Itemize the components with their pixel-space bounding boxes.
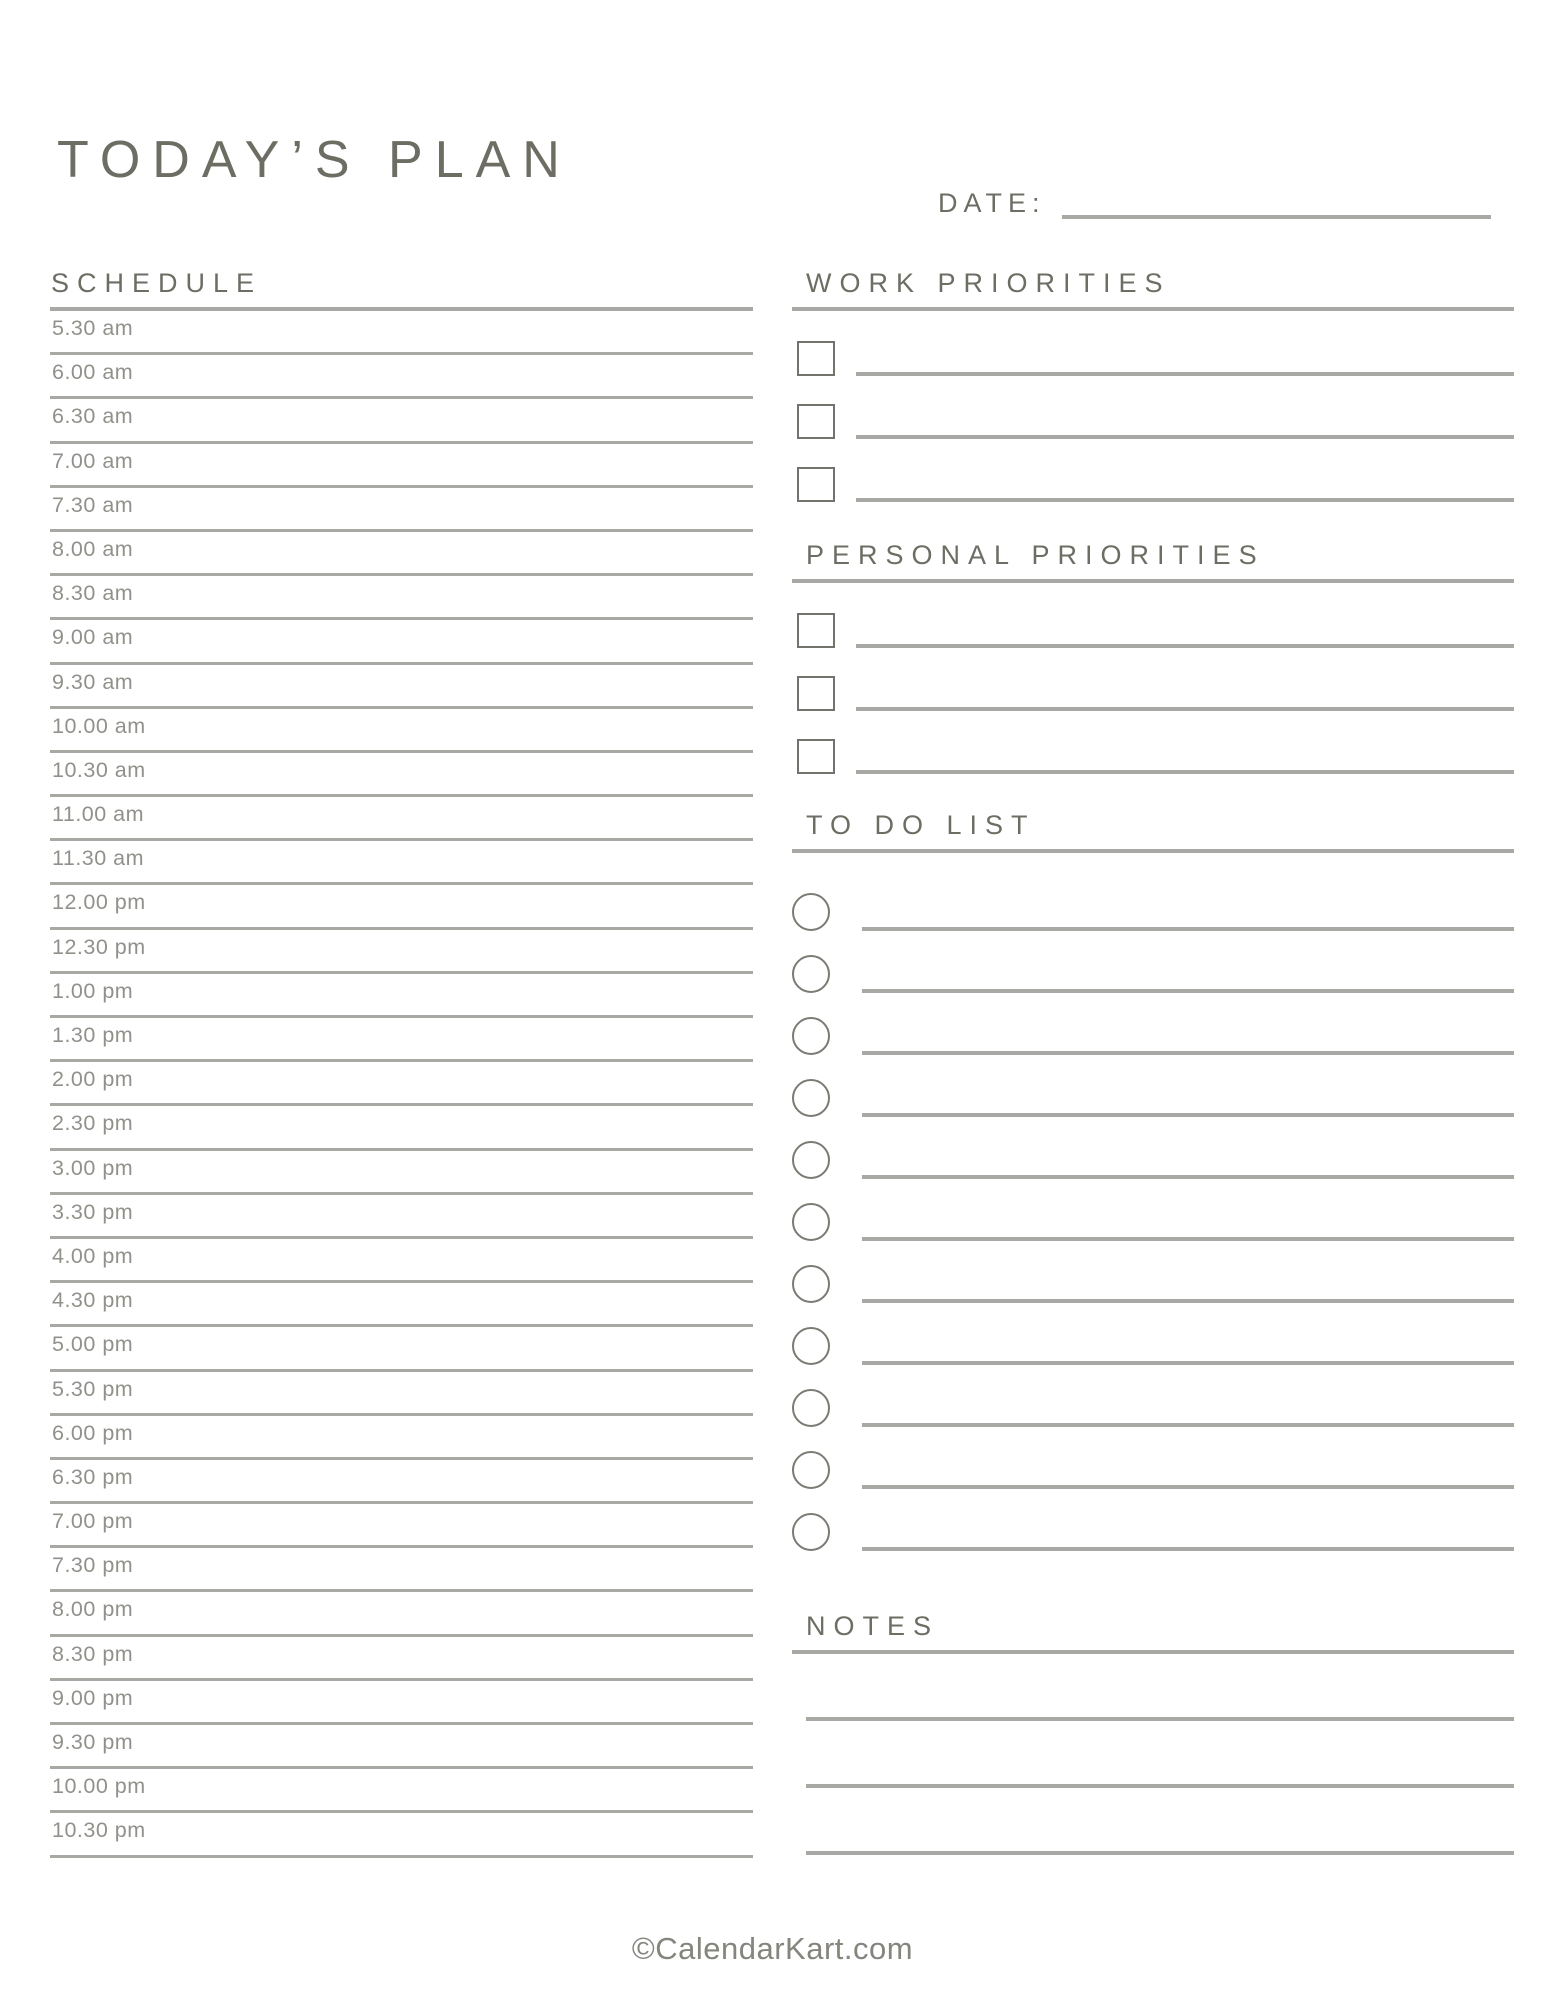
checkbox[interactable] bbox=[797, 676, 835, 711]
personal-priorities-rows bbox=[792, 611, 1514, 774]
schedule-time-label: 7.00 am bbox=[52, 448, 134, 473]
todo-circle-bullet[interactable] bbox=[792, 893, 830, 931]
schedule-row[interactable] bbox=[50, 444, 753, 488]
priority-input-line[interactable] bbox=[856, 770, 1514, 774]
priority-row bbox=[792, 465, 1514, 502]
todo-row bbox=[792, 1387, 1514, 1427]
schedule-row[interactable] bbox=[50, 1504, 753, 1548]
todo-row bbox=[792, 1449, 1514, 1489]
todo-input-line[interactable] bbox=[862, 1485, 1514, 1489]
schedule-row[interactable] bbox=[50, 885, 753, 929]
checkbox[interactable] bbox=[797, 613, 835, 648]
schedule-time-label: 9.00 pm bbox=[52, 1685, 134, 1710]
schedule-time-label: 5.00 pm bbox=[52, 1332, 134, 1357]
schedule-row[interactable] bbox=[50, 1637, 753, 1681]
todo-row bbox=[792, 1077, 1514, 1117]
schedule-time-label: 9.30 pm bbox=[52, 1730, 134, 1754]
schedule-time-label: 8.30 pm bbox=[52, 1641, 134, 1666]
schedule-time-label: 5.30 pm bbox=[52, 1376, 134, 1401]
priority-input-line[interactable] bbox=[856, 498, 1514, 502]
work-priorities-heading: WORK PRIORITIES bbox=[792, 268, 1514, 311]
schedule-row[interactable] bbox=[50, 1548, 753, 1592]
work-priorities-rows bbox=[792, 339, 1514, 502]
schedule-row[interactable] bbox=[50, 1327, 753, 1371]
schedule-row[interactable] bbox=[50, 753, 753, 797]
priority-input-line[interactable] bbox=[856, 372, 1514, 376]
schedule-section bbox=[50, 268, 753, 1858]
schedule-row[interactable] bbox=[50, 1592, 753, 1636]
schedule-time-label: 2.00 pm bbox=[52, 1067, 134, 1092]
todo-row bbox=[792, 891, 1514, 931]
schedule-row[interactable] bbox=[50, 1813, 753, 1857]
schedule-row[interactable] bbox=[50, 311, 753, 355]
date-input-line[interactable] bbox=[1062, 178, 1491, 219]
todo-rows bbox=[792, 891, 1514, 1551]
priority-row bbox=[792, 339, 1514, 376]
todo-input-line[interactable] bbox=[862, 1361, 1514, 1365]
date-label: DATE: bbox=[938, 188, 1046, 219]
todo-input-line[interactable] bbox=[862, 989, 1514, 993]
todo-circle-bullet[interactable] bbox=[792, 1079, 830, 1117]
schedule-row[interactable] bbox=[50, 1151, 753, 1195]
schedule-time-label: 3.30 pm bbox=[52, 1199, 134, 1224]
todo-circle-bullet[interactable] bbox=[792, 1017, 830, 1055]
todo-row bbox=[792, 953, 1514, 993]
schedule-time-label: 9.00 am bbox=[52, 625, 134, 650]
schedule-row[interactable] bbox=[50, 930, 753, 974]
priority-input-line[interactable] bbox=[856, 707, 1514, 711]
date-row bbox=[938, 182, 1491, 219]
schedule-row[interactable] bbox=[50, 488, 753, 532]
schedule-time-label: 8.00 pm bbox=[52, 1597, 134, 1622]
schedule-time-label: 4.00 pm bbox=[52, 1243, 134, 1268]
schedule-row[interactable] bbox=[50, 1372, 753, 1416]
priority-row bbox=[792, 611, 1514, 648]
schedule-rows bbox=[50, 311, 753, 1858]
schedule-row[interactable] bbox=[50, 797, 753, 841]
notes-input-line[interactable] bbox=[806, 1717, 1514, 1721]
schedule-time-label: 6.00 pm bbox=[52, 1420, 134, 1445]
schedule-row[interactable] bbox=[50, 974, 753, 1018]
schedule-row[interactable] bbox=[50, 1681, 753, 1725]
todo-row bbox=[792, 1325, 1514, 1365]
schedule-time-label: 7.00 pm bbox=[52, 1509, 134, 1534]
priority-row bbox=[792, 674, 1514, 711]
schedule-row[interactable] bbox=[50, 1018, 753, 1062]
todo-input-line[interactable] bbox=[862, 927, 1514, 931]
todo-input-line[interactable] bbox=[862, 1299, 1514, 1303]
schedule-row[interactable] bbox=[50, 1195, 753, 1239]
priority-input-line[interactable] bbox=[856, 644, 1514, 648]
todo-circle-bullet[interactable] bbox=[792, 1203, 830, 1241]
schedule-time-label: 8.30 am bbox=[52, 581, 134, 606]
schedule-row[interactable] bbox=[50, 1239, 753, 1283]
schedule-row[interactable] bbox=[50, 709, 753, 753]
schedule-row[interactable] bbox=[50, 1062, 753, 1106]
todo-row bbox=[792, 1263, 1514, 1303]
todo-heading: TO DO LIST bbox=[792, 810, 1514, 853]
notes-lines bbox=[792, 1717, 1514, 1855]
schedule-time-label: 2.30 pm bbox=[52, 1111, 134, 1136]
todo-row bbox=[792, 1015, 1514, 1055]
todo-input-line[interactable] bbox=[862, 1237, 1514, 1241]
schedule-row[interactable] bbox=[50, 1460, 753, 1504]
todo-circle-bullet[interactable] bbox=[792, 1327, 830, 1365]
schedule-time-label: 10.00 pm bbox=[52, 1774, 146, 1799]
schedule-row[interactable] bbox=[50, 841, 753, 885]
todo-input-line[interactable] bbox=[862, 1175, 1514, 1179]
schedule-time-label: 6.30 am bbox=[52, 404, 134, 429]
schedule-row[interactable] bbox=[50, 1416, 753, 1460]
schedule-time-label: 12.00 pm bbox=[52, 890, 146, 915]
notes-input-line[interactable] bbox=[806, 1784, 1514, 1788]
schedule-time-label: 11.30 am bbox=[52, 846, 145, 871]
schedule-row[interactable] bbox=[50, 576, 753, 620]
footer-credit: ©CalendarKart.com bbox=[631, 1931, 914, 1966]
schedule-time-label: 6.30 pm bbox=[52, 1464, 134, 1489]
todo-input-line[interactable] bbox=[862, 1547, 1514, 1551]
schedule-row[interactable] bbox=[50, 532, 753, 576]
schedule-time-label: 4.30 pm bbox=[52, 1288, 134, 1313]
todo-circle-bullet[interactable] bbox=[792, 1265, 830, 1303]
checkbox[interactable] bbox=[797, 467, 835, 502]
schedule-row[interactable] bbox=[50, 1769, 753, 1813]
schedule-time-label: 10.30 pm bbox=[52, 1818, 146, 1843]
todo-circle-bullet[interactable] bbox=[792, 955, 830, 993]
checkbox[interactable] bbox=[797, 404, 835, 439]
schedule-row[interactable] bbox=[50, 355, 753, 399]
todo-input-line[interactable] bbox=[862, 1051, 1514, 1055]
priority-row bbox=[792, 402, 1514, 439]
schedule-row[interactable] bbox=[50, 1106, 753, 1150]
schedule-row[interactable] bbox=[50, 399, 753, 443]
schedule-time-label: 7.30 am bbox=[52, 492, 134, 517]
page-title: TODAY’S PLAN bbox=[57, 131, 572, 189]
schedule-time-label: 7.30 pm bbox=[52, 1553, 134, 1578]
schedule-row[interactable] bbox=[50, 665, 753, 709]
todo-row bbox=[792, 1511, 1514, 1551]
todo-circle-bullet[interactable] bbox=[792, 1389, 830, 1427]
schedule-time-label: 5.30 am bbox=[52, 316, 134, 340]
todo-input-line[interactable] bbox=[862, 1423, 1514, 1427]
todo-circle-bullet[interactable] bbox=[792, 1141, 830, 1179]
schedule-time-label: 6.00 am bbox=[52, 360, 134, 385]
schedule-time-label: 1.30 pm bbox=[52, 1023, 134, 1047]
todo-input-line[interactable] bbox=[862, 1113, 1514, 1117]
schedule-time-label: 10.00 am bbox=[52, 713, 146, 738]
notes-input-line[interactable] bbox=[806, 1851, 1514, 1855]
schedule-time-label: 1.00 pm bbox=[52, 978, 134, 1003]
notes-heading: NOTES bbox=[792, 1611, 1514, 1654]
schedule-row[interactable] bbox=[50, 1725, 753, 1769]
schedule-time-label: 8.00 am bbox=[52, 536, 134, 561]
todo-row bbox=[792, 1139, 1514, 1179]
checkbox[interactable] bbox=[797, 341, 835, 376]
schedule-time-label: 12.30 pm bbox=[52, 934, 146, 959]
todo-circle-bullet[interactable] bbox=[792, 1513, 830, 1551]
priority-row bbox=[792, 737, 1514, 774]
schedule-time-label: 3.00 pm bbox=[52, 1155, 134, 1180]
personal-priorities-heading: PERSONAL PRIORITIES bbox=[792, 540, 1514, 583]
schedule-time-label: 10.30 am bbox=[52, 757, 146, 782]
schedule-time-label: 11.00 am bbox=[52, 802, 145, 827]
todo-row bbox=[792, 1201, 1514, 1241]
right-column bbox=[792, 268, 1514, 1855]
todo-circle-bullet[interactable] bbox=[792, 1451, 830, 1489]
schedule-time-label: 9.30 am bbox=[52, 669, 134, 694]
schedule-row[interactable] bbox=[50, 620, 753, 664]
schedule-row[interactable] bbox=[50, 1283, 753, 1327]
checkbox[interactable] bbox=[797, 739, 835, 774]
priority-input-line[interactable] bbox=[856, 435, 1514, 439]
schedule-heading: SCHEDULE bbox=[50, 268, 753, 311]
